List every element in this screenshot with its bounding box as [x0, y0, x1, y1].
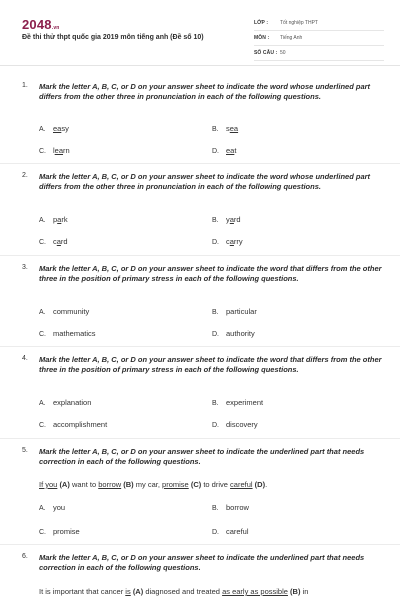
option-text-underlined: ea	[54, 146, 64, 155]
sentence-underlined-b: borrow	[98, 480, 122, 489]
option-text-underlined: a	[229, 215, 234, 224]
option-b[interactable]	[212, 307, 257, 316]
option-a[interactable]	[39, 503, 65, 512]
option-letter: C.	[39, 422, 46, 429]
option-b[interactable]	[212, 398, 263, 407]
question-number: 1.	[22, 82, 28, 89]
option-text: particular	[226, 307, 257, 316]
option-text-post: rn	[63, 146, 70, 155]
sentence-label-a: (A)	[132, 587, 144, 596]
option-d[interactable]	[212, 237, 243, 246]
option-letter: A.	[39, 309, 46, 316]
sentence-underlined-d: careful	[230, 480, 253, 489]
option-a[interactable]	[39, 124, 69, 133]
question-prompt: Mark the letter A, B, C, or D on your answer sheet to indicate the word whose underlined part differs from the other three in pronunciation in each of the following questions.	[39, 82, 371, 101]
option-c[interactable]	[39, 527, 80, 536]
option-b[interactable]	[212, 124, 238, 133]
option-text: discovery	[226, 420, 258, 429]
question-divider	[0, 544, 400, 545]
option-text-post: rry	[233, 237, 243, 246]
option-text: authority	[226, 329, 255, 338]
sentence-text: .	[265, 480, 268, 489]
sentence-underlined-c: promise	[162, 480, 189, 489]
option-text: experiment	[226, 398, 264, 407]
option-c[interactable]	[39, 420, 107, 429]
question-sentence	[39, 587, 308, 596]
option-letter: B.	[212, 126, 219, 133]
exam-title: Đề thi thử thpt quốc gia 2019 môn tiếng anh (Đề số 10)	[22, 34, 204, 41]
question-number: 6.	[22, 553, 28, 560]
option-d[interactable]	[212, 329, 255, 338]
option-letter: D.	[212, 331, 219, 338]
sentence-text: in	[302, 587, 309, 596]
question-divider	[0, 255, 400, 256]
meta-count-label: SỐ CÂU :	[254, 50, 278, 56]
option-letter: B.	[212, 309, 219, 316]
option-text: borrow	[226, 503, 249, 512]
meta-count-value: 50	[280, 50, 286, 56]
question-number: 2.	[22, 172, 28, 179]
option-letter: C.	[39, 331, 46, 338]
option-c[interactable]	[39, 329, 96, 338]
option-text-pre: l	[53, 146, 55, 155]
option-a[interactable]	[39, 215, 68, 224]
option-text-post: t	[234, 146, 237, 155]
option-text: you	[53, 503, 66, 512]
option-letter: A.	[39, 217, 46, 224]
sentence-text: It is important that cancer	[39, 587, 124, 596]
option-c[interactable]	[39, 146, 70, 155]
meta-subject-value: Tiếng Anh	[280, 35, 303, 41]
option-b[interactable]	[212, 503, 249, 512]
option-a[interactable]	[39, 398, 91, 407]
option-c[interactable]	[39, 237, 68, 246]
question-divider	[0, 346, 400, 347]
option-text-underlined: a	[57, 215, 62, 224]
option-text-underlined: ea	[53, 124, 62, 133]
sentence-text: diagnosed and treated	[145, 587, 220, 596]
sentence-text: want to	[71, 480, 97, 489]
sentence-label-b: (B)	[123, 480, 134, 489]
question-prompt: Mark the letter A, B, C, or D on your answer sheet to indicate the underlined part that needs correction in each of the following questions.	[39, 447, 365, 466]
option-text-pre: s	[226, 124, 230, 133]
option-text-pre: y	[226, 215, 230, 224]
meta-subject-row	[254, 31, 384, 46]
option-d[interactable]	[212, 527, 249, 536]
option-d[interactable]	[212, 146, 236, 155]
option-letter: A.	[39, 126, 46, 133]
question-divider	[0, 163, 400, 164]
option-text-post: rd	[233, 215, 241, 224]
option-b[interactable]	[212, 215, 241, 224]
option-letter: D.	[212, 529, 219, 536]
option-text: promise	[53, 527, 80, 536]
sentence-underlined-a: If you	[39, 480, 58, 489]
question-number: 3.	[22, 264, 28, 271]
option-letter: D.	[212, 239, 219, 246]
option-text-post: rk	[61, 215, 68, 224]
option-text-pre: c	[226, 237, 230, 246]
meta-count-row	[254, 46, 384, 61]
option-letter: C.	[39, 239, 46, 246]
option-text-post: rd	[60, 237, 68, 246]
option-text: accomplishment	[53, 420, 108, 429]
logo-main: 2048	[22, 17, 52, 32]
question-prompt: Mark the letter A, B, C, or D on your answer sheet to indicate the word that differs from the other three in the position of primary stress in each of the following questions.	[39, 264, 382, 283]
header-divider	[0, 65, 400, 66]
exam-meta	[254, 16, 384, 61]
option-text: careful	[226, 527, 249, 536]
sentence-text: my car,	[135, 480, 160, 489]
sentence-label-b: (B)	[290, 587, 301, 596]
option-text-post: sy	[61, 124, 69, 133]
option-text: community	[53, 307, 90, 316]
option-letter: B.	[212, 400, 219, 407]
option-letter: A.	[39, 505, 46, 512]
site-logo[interactable]	[22, 17, 60, 32]
option-text: explanation	[53, 398, 92, 407]
option-text-underlined: ea	[229, 124, 239, 133]
option-letter: B.	[212, 217, 219, 224]
option-letter: D.	[212, 422, 219, 429]
logo-suffix: .vn	[51, 25, 60, 31]
page-header	[0, 0, 400, 64]
sentence-text: to drive	[203, 480, 228, 489]
option-a[interactable]	[39, 307, 89, 316]
sentence-underlined-a: is	[125, 587, 131, 596]
question-divider	[0, 438, 400, 439]
sentence-label-a: (A)	[59, 480, 70, 489]
option-text-underlined: a	[229, 237, 234, 246]
question-number: 4.	[22, 355, 28, 362]
question-prompt: Mark the letter A, B, C, or D on your answer sheet to indicate the underlined part that needs correction in each of the following questions.	[39, 553, 365, 572]
question-sentence	[39, 480, 267, 489]
meta-subject-label: MÔN :	[254, 35, 270, 41]
option-d[interactable]	[212, 420, 258, 429]
option-letter: D.	[212, 148, 219, 155]
question-prompt: Mark the letter A, B, C, or D on your answer sheet to indicate the word whose underlined part differs from the other three in pronunciation in each of the following questions.	[39, 172, 371, 191]
option-text-pre: c	[53, 237, 57, 246]
option-letter: B.	[212, 505, 219, 512]
sentence-underlined-b: as early as possible	[222, 587, 288, 596]
option-letter: A.	[39, 400, 46, 407]
meta-class-label: LỚP :	[254, 20, 269, 26]
question-number: 5.	[22, 447, 28, 454]
meta-class-value: Tốt nghiệp THPT	[280, 20, 318, 26]
sentence-label-d: (D)	[254, 480, 266, 489]
option-text-pre: p	[53, 215, 58, 224]
option-text: mathematics	[53, 329, 96, 338]
question-prompt: Mark the letter A, B, C, or D on your answer sheet to indicate the word that differs from the other three in the position of primary stress in each of the following questions.	[39, 355, 382, 374]
sentence-label-c: (C)	[190, 480, 202, 489]
option-text-underlined: a	[56, 237, 61, 246]
option-text-underlined: ea	[226, 146, 235, 155]
meta-class-row	[254, 16, 384, 31]
option-letter: C.	[39, 148, 46, 155]
option-letter: C.	[39, 529, 46, 536]
